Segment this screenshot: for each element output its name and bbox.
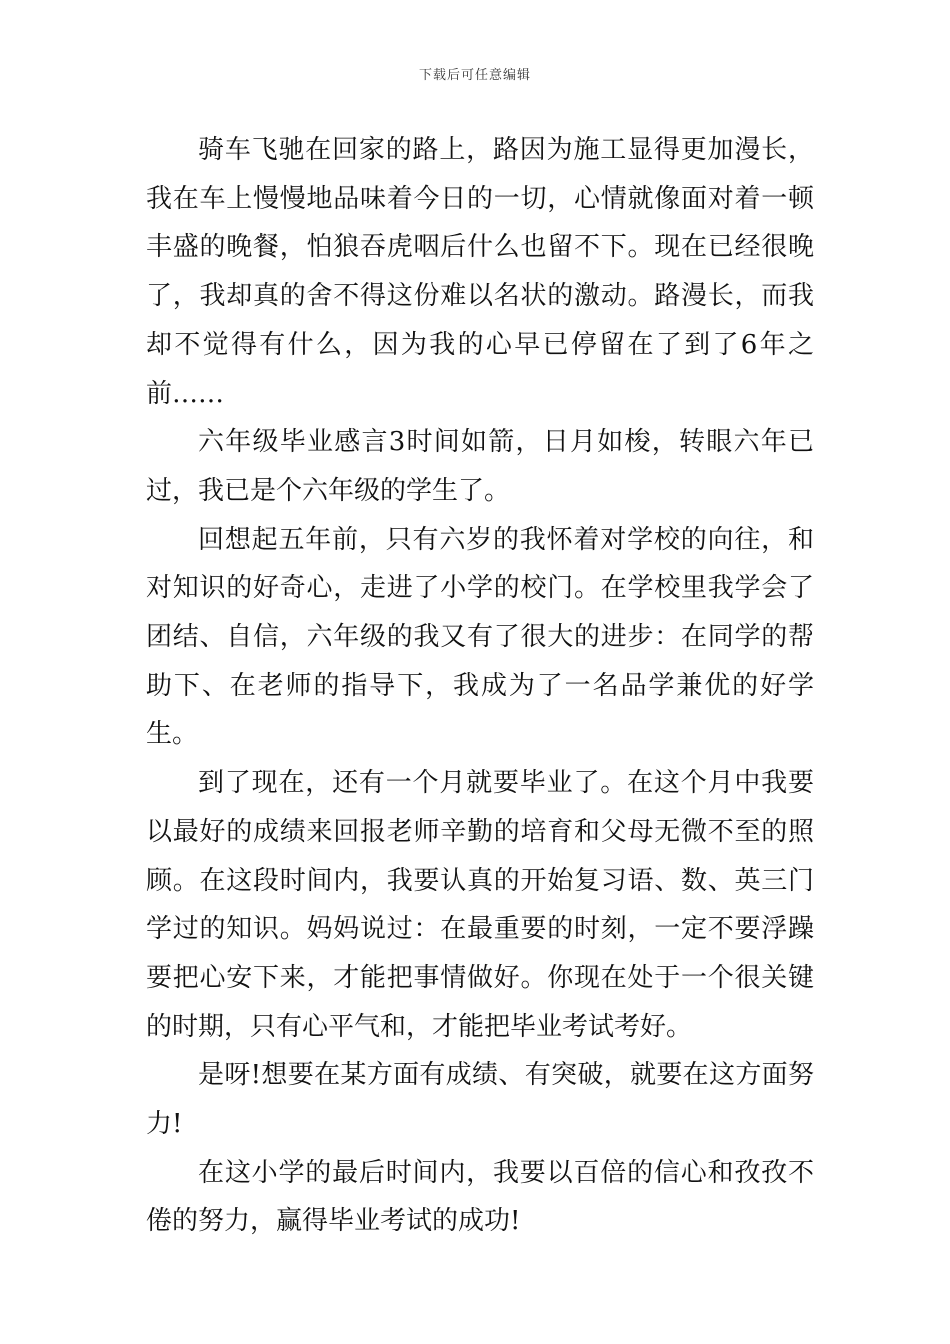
paragraph-5: 是呀!想要在某方面有成绩、有突破，就要在这方面努力! <box>146 1060 814 1140</box>
paragraph-3: 回想起五年前，只有六岁的我怀着对学校的向往，和对知识的好奇心，走进了小学的校门。在学校里我学会了团结、自信，六年级的我又有了很大的进步：在同学的帮助下、在老师的指导下，我成为了一名品学兼优的好学生。 <box>146 524 814 750</box>
header-note: 下载后可任意编辑 <box>418 68 531 83</box>
paragraph-2: 六年级毕业感言3时间如箭，日月如梭，转眼六年已过，我已是个六年级的学生了。 <box>146 427 814 506</box>
paragraph-1: 骑车飞驰在回家的路上，路因为施工显得更加漫长，我在车上慢慢地品味着今日的一切，心情就像面对着一顿丰盛的晚餐，怕狼吞虎咽后什么也留不下。现在已经很晚了，我却真的舍不得这份难以名状的激动。路漫长，而我却不觉得有什么，因为我的心早已停留在了到了6年之前…… <box>146 135 814 409</box>
document-body <box>146 126 814 1246</box>
paragraph-4: 到了现在，还有一个月就要毕业了。在这个月中我要以最好的成绩来回报老师辛勤的培育和父母无微不至的照顾。在这段时间内，我要认真的开始复习语、数、英三门学过的知识。妈妈说过：在最重要的时刻，一定不要浮躁要把心安下来，才能把事情做好。你现在处于一个很关键的时期，只有心平气和，才能把毕业考试考好。 <box>146 768 814 1042</box>
paragraph-6: 在这小学的最后时间内，我要以百倍的信心和孜孜不倦的努力，赢得毕业考试的成功! <box>146 1157 814 1237</box>
